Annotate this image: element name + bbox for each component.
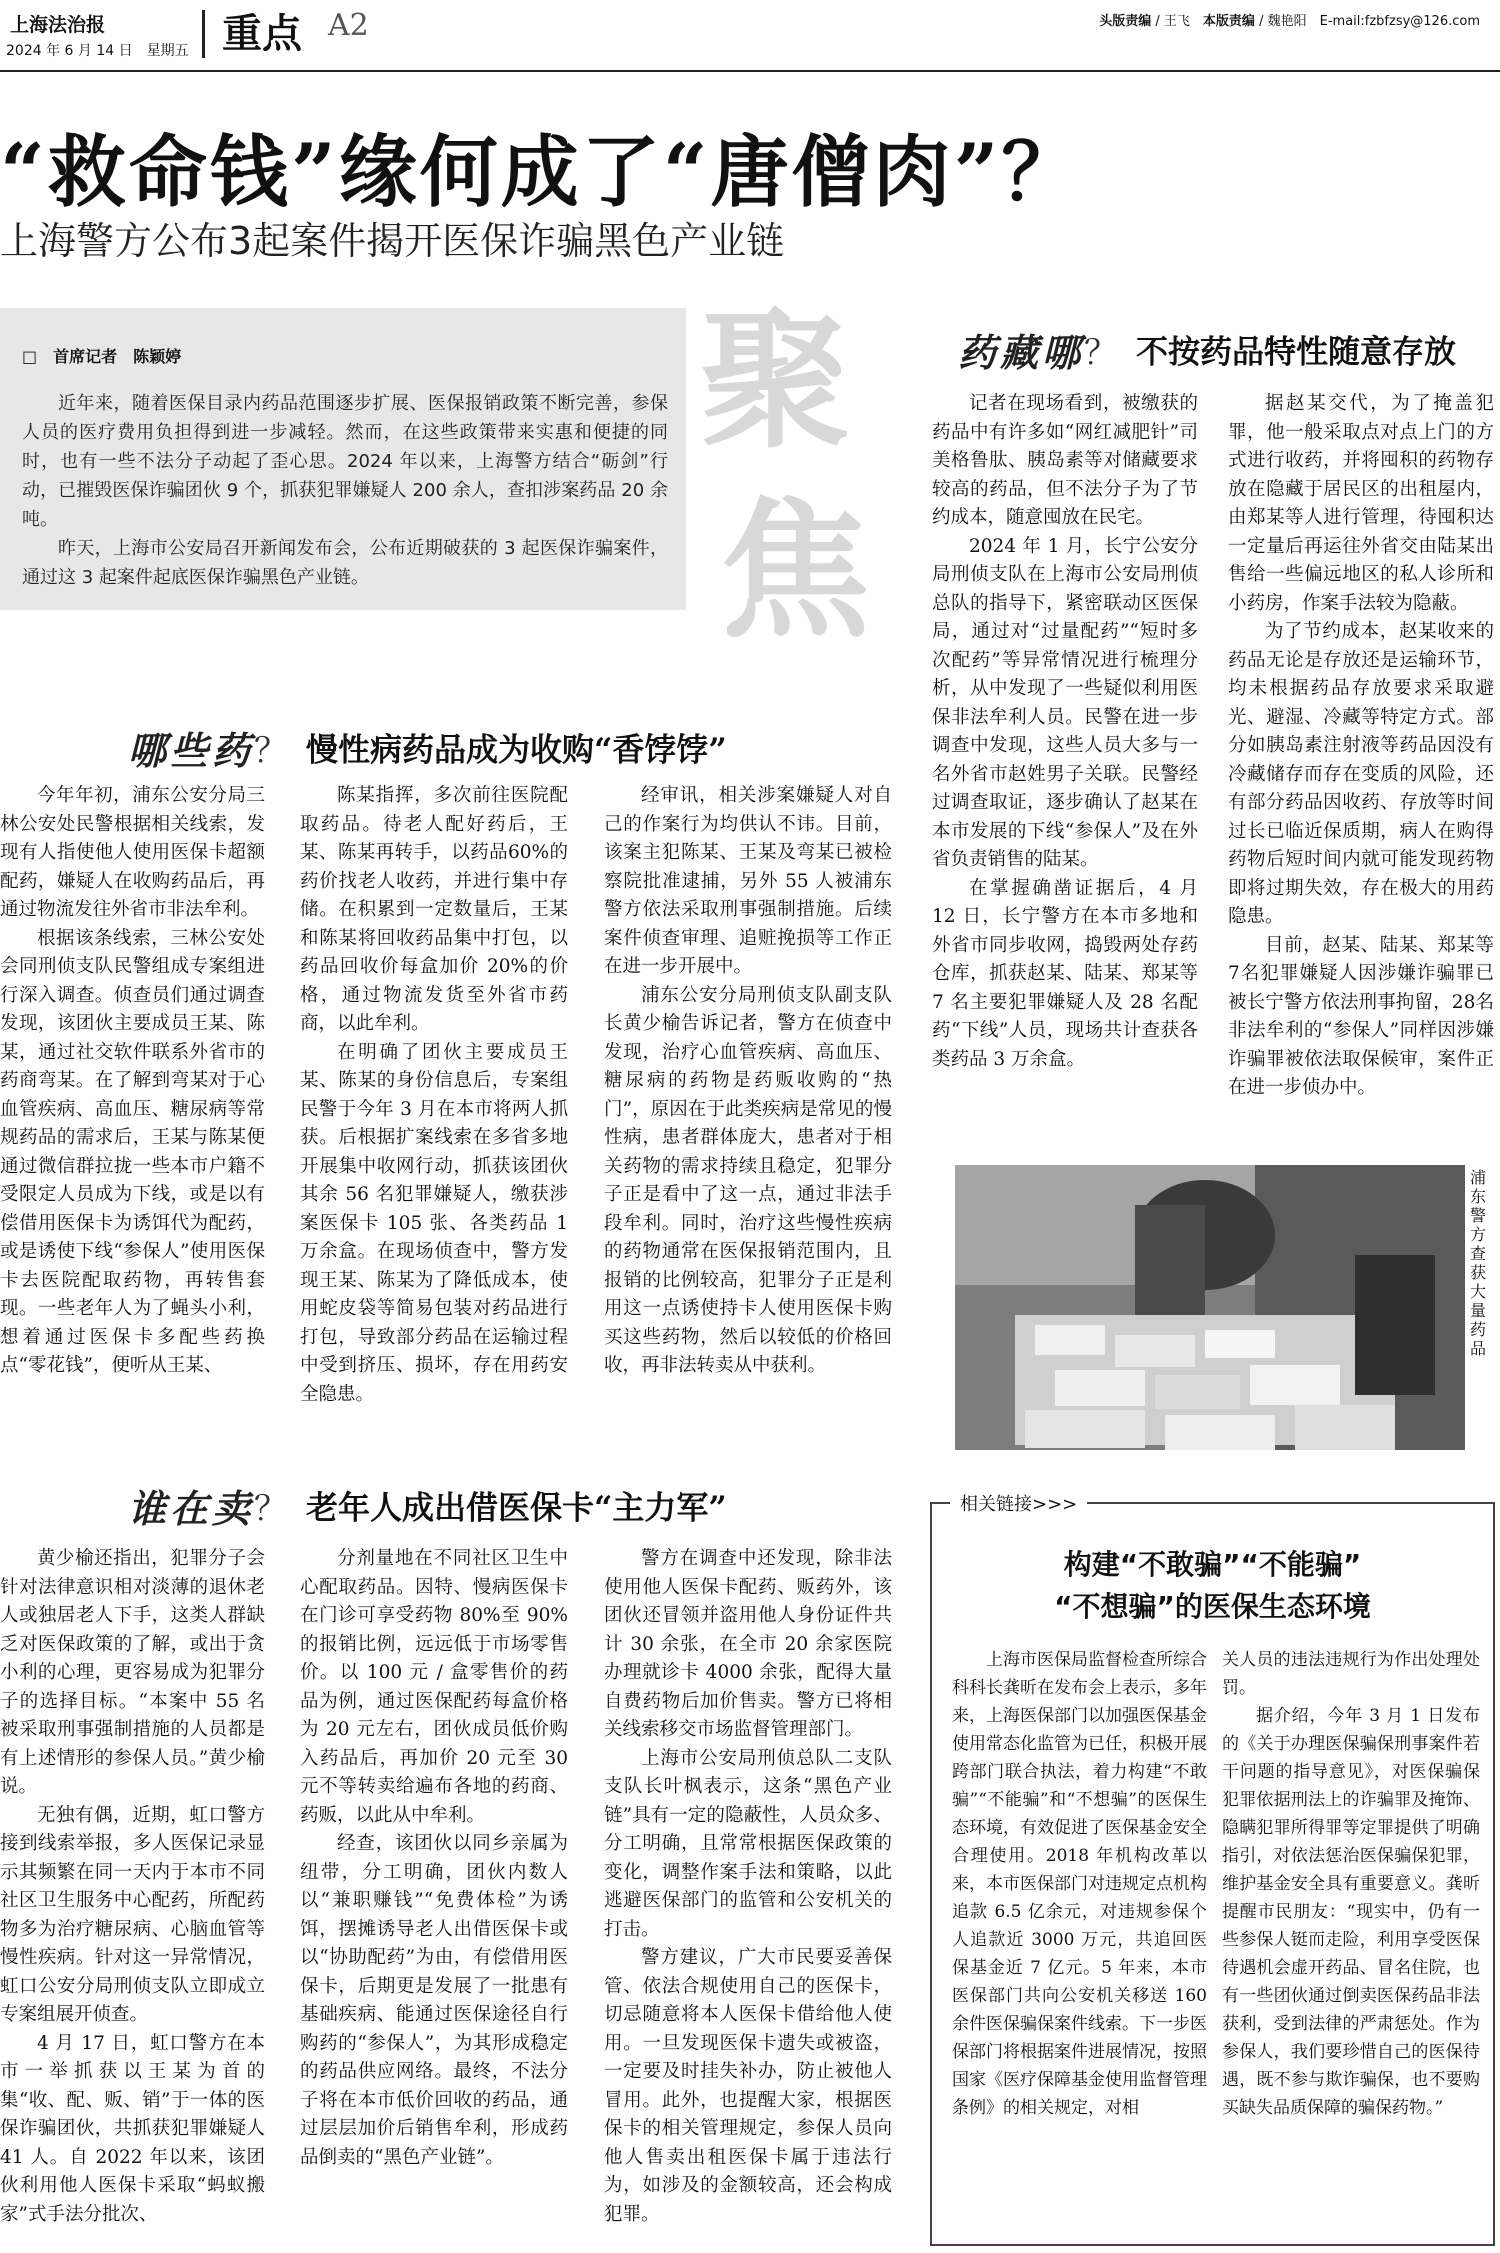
paragraph: 黄少榆还指出，犯罪分子会针对法律意识相对淡薄的退休老人或独居老人下手，这类人群缺乏对医保政策的了解，或出于贪小利的心理，更容易成为犯罪分子的选择目标。“本案中 55 名被采取刑事强制措施的人员都是有上述情形的参保人员。”黄少榆说。: [0, 1548, 265, 1797]
paragraph: 经查，该团伙以同乡亲属为纽带，分工明确，团伙内数人以“兼职赚钱”“免费体检”为诱饵，摆摊诱导老人出借医保卡或以“协助配药”为由，有偿借用医保卡，后期更是发展了一批患有基础疾病、能通过医保途径自行购药的“参保人”，为其形成稳定的药品供应网络。最终，不法分子将在本市低价回收的药品，通过层层加价后销售牟利，形成药品倒卖的“黑色产业链”。: [300, 1833, 568, 2168]
paragraph: 陈某指挥，多次前往医院配取药品。待老人配好药后，王某、陈某再转手，以药品60%的药价找老人收药，并进行集中存储。在积累到一定数量后，王某和陈某将回收药品集中打包，以药品回收价每盒加价 20%的价格，通过物流发货至外省市药商，以此牟利。: [300, 785, 568, 1034]
section-heading-where-hidden: [958, 322, 1456, 382]
paragraph: 据介绍，今年 3 月 1 日发布的《关于办理医保骗保刑事案件若干问题的指导意见》，对医保骗保犯罪依据刑法上的诈骗罪及掩饰、隐瞒犯罪所得罪等定罪提供了明确指引，对依法惩治医保骗保犯罪，维护基金安全具有重要意义。龚昕提醒市民朋友：“现实中，仍有一些参保人铤而走险，利用享受医保待遇机会虚开药品、冒名住院，也有一些团伙通过倒卖医保药品非法获利，受到法律的严肃惩处。作为参保人，我们要珍惜自己的医保待遇，既不参与欺诈骗保，也不要购买缺失品质保障的骗保药物。”: [1222, 1706, 1480, 2118]
intro-box: [0, 308, 686, 610]
seized-drugs-photo: [955, 1165, 1465, 1450]
issue-date: 2024 年 6 月 14 日 星期五: [6, 43, 189, 59]
text-column: [300, 1545, 568, 2245]
contact-email[interactable]: E-mail:fzbfzsy@126.com: [1319, 14, 1480, 29]
paragraph: 据赵某交代，为了掩盖犯罪，他一般采取点对点上门的方式进行收药，并将囤积的药物存放在隐藏于居民区的出租屋内，由郑某等人进行管理，待囤积达一定量后再运往外省交由陆某出售给一些偏远地区的私人诊所和小药房，作案手法较为隐蔽。: [1228, 393, 1494, 614]
section-title: 老年人成出借医保卡“主力军”: [306, 1488, 727, 1527]
byline: □ 首席记者 陈颖婷: [22, 347, 182, 366]
paragraph: 无独有偶，近期，虹口警方接到线索举报，多人医保记录显示其频繁在同一天内于本市不同社区卫生服务中心配药，所配药物多为治疗糖尿病、心脑血管等慢性疾病。针对这一异常情况，虹口公安分局刑侦支队立即成立专案组展开侦查。: [0, 1804, 265, 2025]
paragraph: 警方在调查中还发现，除非法使用他人医保卡配药、贩药外，该团伙还冒领并盗用他人身份证件共计 30 余张，在全市 20 余家医院办理就诊卡 4000 余张，配得大量自费药物后加价售卖。警方已将相关线索移交市场监督管理部门。: [604, 1548, 892, 1740]
masthead-divider: [202, 10, 205, 58]
photo-caption: 浦东警方查获大量药品: [1470, 1168, 1487, 1358]
paragraph: 4 月 17 日，虹口警方在本市一举抓获以王某为首的集“收、配、贩、销”于一体的医保诈骗团伙，共抓获犯罪嫌疑人 41 人。自 2022 年以来，该团伙利用他人医保卡采取“蚂蚁搬家”式手法分批次、: [0, 2032, 265, 2225]
newspaper-name: 上海法治报: [10, 14, 106, 36]
related-title-line: 构建“不敢骗”“不能骗”: [1063, 1548, 1362, 1581]
front-editor-label: 头版责编: [1099, 14, 1152, 29]
paragraph: 经审讯，相关涉案嫌疑人对自己的作案行为均供认不讳。目前，该案主犯陈某、王某及弯某已被检察院批准逮捕，另外 55 人被浦东警方依法采取刑事强制措施。后续案件侦查审理、追赃挽损等工作正在进一步开展中。: [604, 785, 892, 977]
text-column: [1228, 390, 1494, 1150]
paragraph: 为了节约成本，赵某收来的药品无论是存放还是运输环节，均未根据药品存放要求采取避光、避湿、冷藏等特定方式。部分如胰岛素注射液等药品因没有冷藏储存而存在变质的风险，还有部分药品因收药、存放等时间过长已临近保质期，病人在购得药物后短时间内就可能发现药物即将过期失效，存在极大的用药隐患。: [1228, 621, 1494, 927]
related-links-tag: 相关链接>>>: [950, 1490, 1087, 1516]
paragraph: 上海市医保局监督检查所综合科科长龚昕在发布会上表示，多年来，上海医保部门以加强医保基金使用常态化监管为已任，积极开展跨部门联合执法，着力构建“不敢骗”“不能骗”和“不想骗”的医保生态环境，有效促进了医保基金安全合理使用。2018 年机构改革以来，本市医保部门对违规定点机构追款 6.5 亿余元，对违规参保个人追款近 3000 万元，共追回医保基金近 7 亿元。5 年来，本市医保部门共向公安机关移送 160 余件医保骗保案件线索。下一步医保部门将根据案件进展情况，按照国家《医疗保障基金使用监督管理条例》的相关规定，对相: [952, 1650, 1207, 2118]
text-column: [604, 1545, 892, 2245]
paragraph: 关人员的违法违规行为作出处理处罚。: [1222, 1650, 1480, 1698]
text-column: [604, 782, 892, 1432]
section-question: 哪些药: [128, 728, 255, 773]
paragraph: 根据该条线索，三林公安处会同刑侦支队民警组成专案组进行深入调查。侦查员们通过调查发现，该团伙主要成员王某、陈某，通过社交软件联系外省市的药商弯某。在了解到弯某对于心血管疾病、高血压、糖尿病等常规药品的需求后，王某与陈某便通过微信群拉拢一些本市户籍不受限定人员成为下线，或是以有偿借用医保卡为诱饵代为配药，或是诱使下线“参保人”使用医保卡去医院配取药物，再转售套现。一些老年人为了蝇头小利，想着通过医保卡多配些药换点“零花钱”，便听从王某、: [0, 927, 265, 1376]
text-column: [0, 1545, 265, 2245]
masthead: [0, 0, 1500, 72]
focus-char-1: 聚: [700, 293, 851, 469]
editor-credits: 头版责编 / 王飞 本版责编 / 魏艳阳 E-mail:fzbfzsy@126.com: [1099, 14, 1480, 29]
headline: “救命钱”缘何成了“唐僧肉”？: [0, 127, 1083, 218]
paragraph: 2024 年 1 月，长宁公安分局刑侦支队在上海市公安局刑侦总队的指导下，紧密联动区医保局，通过对“过量配药”“短时多次配药”等异常情况进行梳理分析，从中发现了一些疑似利用医保非法牟利人员。民警在进一步调查中发现，这些人员大多与一名外省市赵姓男子关联。民警经过调查取证，逐步确认了赵某在本市发展的下线“参保人”及在外省负责销售的陆某。: [932, 535, 1198, 870]
page-editor: 魏艳阳: [1267, 14, 1307, 29]
text-column: [300, 782, 568, 1432]
paragraph: 上海市公安局刑侦总队二支队支队长叶枫表示，这条“黑色产业链”具有一定的隐蔽性，人员众多、分工明确，且常常根据医保政策的变化，调整作案手法和策略，以此逃避医保部门的监管和公安机关的打击。: [604, 1747, 892, 1940]
page-number: A2: [328, 8, 369, 43]
section-title: 不按药品特性随意存放: [1136, 332, 1457, 371]
section-heading-who-sells: [128, 1478, 727, 1538]
focus-char-2: 焦: [720, 483, 871, 659]
text-column: [952, 1646, 1207, 2236]
paragraph: 在掌握确凿证据后，4 月 12 日，长宁警方在本市多地和外省市同步收网，捣毁两处存药仓库，抓获赵某、陆某、郑某等 7 名主要犯罪嫌疑人及 28 名配药“下线”人员，现场共计查获各类药品 3 万余盒。: [932, 877, 1198, 1070]
section-name: 重点: [222, 11, 302, 57]
paragraph: 分剂量地在不同社区卫生中心配取药品。因特、慢病医保卡在门诊可享受药物 80%至 90%的报销比例，远远低于市场零售价。以 100 元 / 盒零售价的药品为例，通过医保配药每盒价格为 20 元左右，团伙成员低价购入药品后，再加价 20 元至 30 元不等转卖给遍布各地的药商、药贩，以此从中牟利。: [300, 1548, 568, 1826]
front-editor: 王飞: [1163, 14, 1190, 29]
related-title: [932, 1544, 1493, 1628]
question-mark: ？: [254, 1489, 289, 1529]
question-mark: ？: [1084, 333, 1119, 373]
section-question: 谁在卖: [128, 1486, 255, 1531]
section-question: 药藏哪: [958, 330, 1085, 375]
text-column: [1222, 1646, 1480, 2236]
related-title-line: “不想骗”的医保生态环境: [1054, 1590, 1371, 1623]
question-mark: ？: [254, 731, 289, 771]
text-column: [932, 390, 1198, 1150]
text-column: [0, 782, 265, 1432]
intro-paragraph: 昨天，上海市公安局召开新闻发布会，公布近期破获的 3 起医保诈骗案件，通过这 3 起案件起底医保诈骗黑色产业链。: [22, 538, 668, 588]
paragraph: 目前，赵某、陆某、郑某等7名犯罪嫌疑人因涉嫌诈骗罪已被长宁警方依法刑事拘留，28名非法牟利的“参保人”同样因涉嫌诈骗罪被依法取保候审，案件正在进一步侦办中。: [1228, 934, 1494, 1098]
paragraph: 今年年初，浦东公安分局三林公安处民警根据相关线索，发现有人指使他人使用医保卡超额配药，嫌疑人在收购药品后，再通过物流发往外省市非法牟利。: [0, 785, 265, 920]
section-heading-which-drugs: [128, 720, 727, 780]
paragraph: 记者在现场看到，被缴获的药品中有许多如“网红减肥针”司美格鲁肽、胰岛素等对储藏要求较高的药品，但不法分子为了节约成本，随意囤放在民宅。: [932, 393, 1198, 528]
news-photo: [955, 1165, 1465, 1450]
paragraph: 警方建议，广大市民要妥善保管、依法合规使用自己的医保卡，切忌随意将本人医保卡借给他人使用。一旦发现医保卡遗失或被盗，一定要及时挂失补办，防止被他人冒用。此外，也提醒大家，根据医保卡的相关管理规定，参保人员向他人售卖出租医保卡属于违法行为，如涉及的金额较高，还会构成犯罪。: [604, 1947, 892, 2225]
section-title: 慢性病药品成为收购“香饽饽”: [306, 730, 727, 769]
subheadline: 上海警方公布3起案件揭开医保诈骗黑色产业链: [0, 219, 785, 263]
related-links-box: [930, 1494, 1495, 2246]
paragraph: 在明确了团伙主要成员王某、陈某的身份信息后，专案组民警于今年 3 月在本市将两人抓获。后根据扩案线索在多省多地开展集中收网行动，抓获该团伙其余 56 名犯罪嫌疑人，缴获涉案医保卡 105 张、各类药品 1 万余盒。在现场侦查中，警方发现王某、陈某为了降低成本，使用蛇皮袋等简易包装对药品进行打包，导致部分药品在运输过程中受到挤压、损坏，存在用药安全隐患。: [300, 1041, 568, 1405]
page-editor-label: 本版责编: [1202, 14, 1255, 29]
paragraph: 浦东公安分局刑侦支队副支队长黄少榆告诉记者，警方在侦查中发现，治疗心血管疾病、高血压、糖尿病的药物是药贩收购的“热门”，原因在于此类疾病是常见的慢性病，患者群体庞大，患者对于相关药物的需求持续且稳定，犯罪分子正是看中了这一点，通过非法手段牟利。同时，治疗这些慢性疾病的药物通常在医保报销范围内，且报销的比例较高，犯罪分子正是利用这一点诱使持卡人使用医保卡购买这些药物，然后以较低的价格回收，再非法转卖从中获利。: [604, 984, 892, 1376]
intro-paragraph: 近年来，随着医保目录内药品范围逐步扩展、医保报销政策不断完善，参保人员的医疗费用负担得到进一步减轻。然而，在这些政策带来实惠和便捷的同时，也有一些不法分子动起了歪心思。2024 年以来，上海警方结合“砺剑”行动，已摧毁医保诈骗团伙 9 个，抓获犯罪嫌疑人 200 余人，查扣涉案药品 20 余吨。: [22, 393, 668, 530]
